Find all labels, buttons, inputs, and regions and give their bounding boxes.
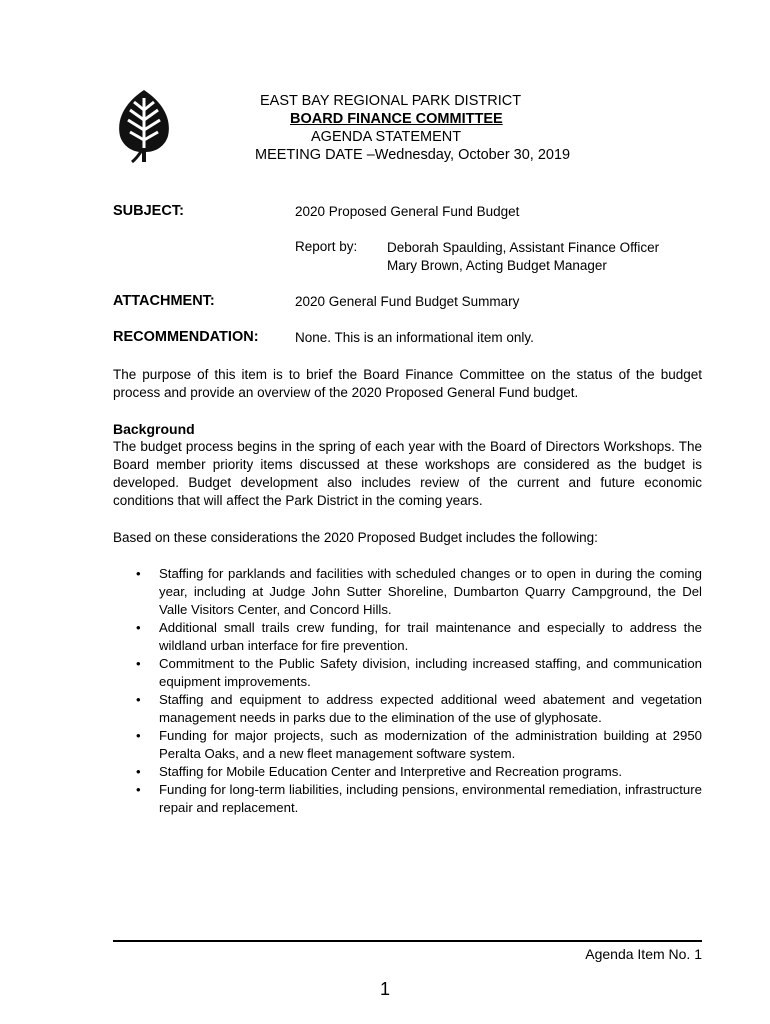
- list-item: • Staffing for parklands and facilities with scheduled changes or to open in during the coming year, including at Judge John Sutter Shoreline, Dumbarton Quarry Campground, the Del Valle Visitors Center, and Concord Hills.: [136, 566, 702, 617]
- document-header: [220, 92, 620, 164]
- list-item: • Funding for long-term liabilities, including pensions, environmental remediation, infrastructure repair and replacement.: [136, 782, 702, 815]
- list-item: • Staffing and equipment to address expected additional weed abatement and vegetation management needs in parks due to the elimination of the use of glyphosate.: [136, 692, 702, 725]
- reporter-2: Mary Brown, Acting Budget Manager: [387, 258, 607, 273]
- report-by-names: [387, 239, 659, 275]
- background-heading: Background: [113, 421, 195, 437]
- organization-name: EAST BAY REGIONAL PARK DISTRICT: [260, 93, 522, 109]
- recommendation-value: None. This is an informational item only.: [295, 330, 534, 345]
- bullet-icon: •: [136, 656, 141, 671]
- footer-divider: [113, 940, 702, 942]
- agenda-item-number: Agenda Item No. 1: [585, 946, 702, 962]
- meeting-date: MEETING DATE –Wednesday, October 30, 2019: [255, 147, 571, 163]
- attachment-label: ATTACHMENT:: [113, 293, 215, 309]
- bullet-icon: •: [136, 566, 141, 581]
- list-item: • Additional small trails crew funding, for trail maintenance and especially to address the wildland urban interface for fire prevention.: [136, 620, 702, 653]
- bullet-icon: •: [136, 728, 141, 743]
- list-item: • Staffing for Mobile Education Center and Interpretive and Recreation programs.: [136, 764, 623, 779]
- reporter-1: Deborah Spaulding, Assistant Finance Officer: [387, 240, 660, 255]
- bullet-icon: •: [136, 782, 141, 797]
- budget-items-list: [113, 565, 702, 817]
- subject-label: SUBJECT:: [113, 203, 184, 219]
- bullet-icon: •: [136, 764, 141, 779]
- recommendation-label: RECOMMENDATION:: [113, 329, 259, 345]
- background-section: [113, 420, 702, 510]
- bullet-icon: •: [136, 692, 141, 707]
- purpose-paragraph: The purpose of this item is to brief the Board Finance Committee on the status of the budget process and provide an overview of the 2020 Proposed General Fund budget.: [113, 367, 702, 400]
- report-by-label: Report by:: [295, 239, 358, 254]
- page-number: 1: [380, 979, 391, 999]
- background-paragraph: The budget process begins in the spring of each year with the Board of Directors Workshops. The Board member priority items discussed at these workshops are considered as the budget is developed. Budget development also includes review of the current and future economic conditions that will affect the Park District in the coming years.: [113, 439, 702, 508]
- list-item: • Funding for major projects, such as modernization of the administration building at 2950 Peralta Oaks, and a new fleet management software system.: [136, 728, 702, 761]
- committee-name: BOARD FINANCE COMMITTEE: [290, 111, 503, 127]
- leaf-logo-icon: [112, 88, 176, 164]
- document-type: AGENDA STATEMENT: [311, 129, 462, 145]
- list-item: • Commitment to the Public Safety division, including increased staffing, and communication equipment improvements.: [136, 656, 702, 689]
- considerations-intro: Based on these considerations the 2020 Proposed Budget includes the following:: [113, 530, 598, 545]
- subject-value: 2020 Proposed General Fund Budget: [295, 204, 520, 219]
- bullet-icon: •: [136, 620, 141, 635]
- attachment-value: 2020 General Fund Budget Summary: [295, 294, 520, 309]
